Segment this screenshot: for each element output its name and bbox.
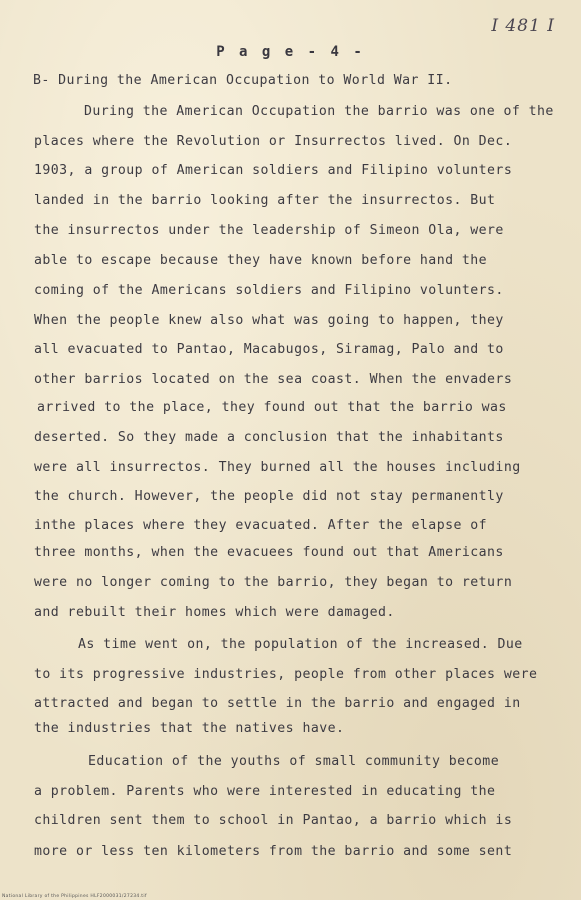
- section-heading: B- During the American Occupation to World War II.: [33, 73, 453, 88]
- text-line: more or less ten kilometers from the barrio and some sent: [34, 844, 513, 859]
- text-line: the insurrectos under the leadership of Simeon Ola, were: [34, 223, 504, 238]
- text-line: deserted. So they made a conclusion that the inhabitants: [34, 430, 504, 445]
- text-line: When the people knew also what was going to happen, they: [34, 313, 504, 328]
- page-number-heading: P a g e - 4 -: [216, 44, 365, 60]
- text-line: inthe places where they evacuated. After the elapse of: [34, 518, 488, 533]
- text-line: children sent them to school in Pantao, a barrio which is: [34, 813, 513, 828]
- text-line: were no longer coming to the barrio, they began to return: [34, 575, 513, 590]
- text-line: other barrios located on the sea coast. When the envaders: [34, 372, 513, 387]
- text-line: attracted and began to settle in the barrio and engaged in: [34, 696, 521, 711]
- text-line: a problem. Parents who were interested in educating the: [34, 784, 496, 799]
- text-line: three months, when the evacuees found out that Americans: [34, 545, 504, 560]
- text-line: 1903, a group of American soldiers and Filipino volunters: [34, 163, 513, 178]
- text-line: were all insurrectos. They burned all the houses including: [34, 460, 521, 475]
- text-line: the church. However, the people did not stay permanently: [34, 489, 504, 504]
- text-line: During the American Occupation the barrio was one of the: [84, 104, 554, 119]
- text-line: landed in the barrio looking after the insurrectos. But: [34, 193, 496, 208]
- handwritten-page-number: I 481 I: [491, 16, 555, 36]
- text-line: places where the Revolution or Insurrectos lived. On Dec.: [34, 134, 513, 149]
- text-line: and rebuilt their homes which were damaged.: [34, 605, 395, 620]
- text-line: arrived to the place, they found out that the barrio was: [37, 400, 507, 415]
- text-line: coming of the Americans soldiers and Filipino volunters.: [34, 283, 504, 298]
- text-line: all evacuated to Pantao, Macabugos, Siramag, Palo and to: [34, 342, 504, 357]
- text-line: to its progressive industries, people from other places were: [34, 667, 538, 682]
- text-line: As time went on, the population of the increased. Due: [78, 637, 523, 652]
- text-line: able to escape because they have known before hand the: [34, 253, 488, 268]
- archive-footer: National Library of the Philippines HLF2000031/27234.tif: [2, 894, 147, 899]
- text-line: the industries that the natives have.: [34, 721, 345, 736]
- text-line: Education of the youths of small community become: [88, 754, 500, 769]
